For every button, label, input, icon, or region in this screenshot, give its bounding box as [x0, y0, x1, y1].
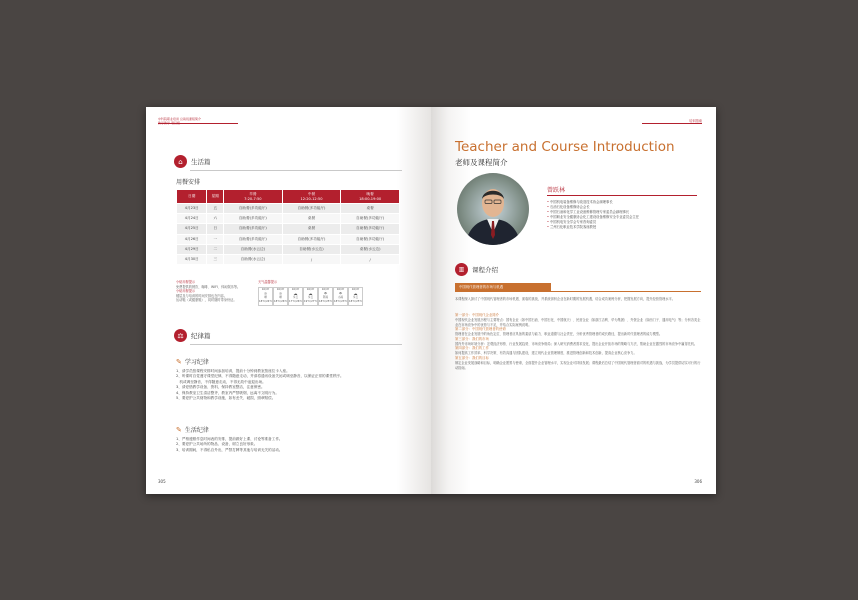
table-cell: 一: [207, 234, 224, 244]
list-item: 3、培训期间，不得私自外出，严禁打牌等其他与培训无关的活动。: [176, 447, 283, 452]
table-cell: 4月26日: [177, 234, 207, 244]
right-folio: 306: [694, 479, 702, 484]
table-row: [177, 254, 400, 264]
left-folio: 305: [158, 479, 166, 484]
brochure-spread: [146, 107, 716, 494]
teacher-name: 曾跃林: [547, 187, 566, 194]
note-head-2: 小贴用餐提示: [176, 289, 196, 294]
course-part-heading: 第二部分：中国现代管理者的使命: [455, 327, 506, 332]
section-discipline-rule: [190, 344, 402, 345]
weather-cond: 晴: [279, 295, 282, 299]
section-course-label: 课程介绍: [472, 266, 498, 274]
table-cell: 自助餐(多功能厅): [341, 214, 400, 224]
course-banner-rule: [455, 291, 701, 292]
table-cell: 桌餐(水云边): [341, 244, 400, 254]
weather-date: 16/4Y: [336, 287, 345, 291]
table-row: [177, 234, 400, 244]
table-cell: 五: [207, 204, 224, 214]
course-parts: [455, 313, 701, 370]
course-part-heading: 第一部分：中国现代企业简介: [455, 313, 500, 317]
course-part-body: 国内外市场环境分析：宏观经济形势、行业发展趋势、市场竞争格局；深入研究消费者需求变化，提出企业开拓市场的策略与方法，帮助企业在激烈的市场竞争中赢得先机。: [455, 341, 698, 346]
note-head-1: 小贴用餐提示: [176, 280, 196, 284]
course-part-body: 中国现代企业发展历程与主要特点：国有企业（如中国石油、中国石化、中国航天）、民营企业（如浙江吉利、华为集团）、外资企业（如西门子、通用电气）等；分析各类企业在市场竞争中的优势与不足，并结合实际案例说明。: [455, 318, 701, 327]
life-rules-icon: ✎: [176, 425, 182, 434]
weather-title: 天气温馨提示: [258, 280, 278, 284]
table-cell: 4月29日: [177, 244, 207, 254]
weather-cond: 小雨: [337, 295, 344, 299]
course-part-heading: 第三部分：我们的市场: [455, 336, 489, 341]
table-cell: 二: [207, 244, 224, 254]
weather-day: [288, 287, 303, 306]
section-life-label: 生活篇: [191, 158, 211, 166]
table-cell: 自助餐(多功能厅): [224, 234, 283, 244]
list-item: 2、听课时自觉遵守课堂纪律，不得随意走动，并请将通讯设备关闭或调至静音，以保证正常的课堂秩序。: [176, 374, 344, 379]
list-item: 4、保持教室卫生清洁整齐，教室内严禁吸烟，远离不文明行为。: [176, 390, 279, 395]
section-life: [174, 155, 211, 168]
list-item: 1、严格遵照作息时间表的安排，提前做好上课、讨论等准备工作。: [176, 437, 283, 441]
bio-item: • 中国机电安全学会专家咨询委员: [547, 220, 639, 225]
note-body-2: 楼层及与培训的时间安排也在内容。 运动鞋（或健康鞋），同时随时带身份证。: [176, 293, 237, 303]
weather-cond: 阵雨: [322, 295, 329, 299]
right-page: [431, 107, 716, 494]
table-cell: 桌餐: [282, 224, 341, 234]
weather-icon: ☁: [293, 290, 298, 296]
bio-item: • 中国机电装备维修与改造技术协会副理事长: [547, 200, 639, 205]
course-banner: 中国现代管理者的市场与机遇: [455, 283, 551, 291]
meal-col-header: 晚餐 18:00-19:00: [341, 190, 400, 204]
life-rules: [176, 437, 386, 453]
table-cell: 自助餐(多功能厅): [341, 224, 400, 234]
table-cell: 自助餐(多功能厅): [224, 214, 283, 224]
table-cell: 桌餐: [341, 204, 400, 214]
left-header: 中科院职业培训 总裁班课程简介: [158, 117, 201, 121]
weather-temp: 17℃/26℃: [289, 299, 303, 303]
study-icon: ✎: [176, 357, 182, 366]
course-part-heading: 第四部分：我们的工作: [455, 346, 489, 351]
books-icon: ▥: [455, 263, 468, 276]
meal-title: 用餐安排: [176, 179, 201, 186]
table-cell: 自助餐(多功能厅): [341, 234, 400, 244]
course-intro: [455, 297, 701, 302]
weather-icon: ☂: [338, 290, 343, 296]
weather-day: [348, 287, 363, 306]
table-row: [177, 204, 400, 214]
table-cell: 六: [207, 214, 224, 224]
meal-col-header: 中餐 12:20-12:50: [282, 190, 341, 204]
table-cell: 桌餐: [282, 214, 341, 224]
right-header: 培训指南: [689, 119, 702, 123]
weather-day: [333, 287, 348, 306]
weather-cond: 多云: [292, 295, 299, 299]
course-part-body: 制定企业发展战略和目标，明确企业愿景与使命，全面提升企业管理水平，实现企业可持续发展；课程最后总结了中国现代管理者面对的机遇与挑战，为学员提供切实可行的行动指南。: [455, 360, 701, 370]
table-cell: 自助餐(水云边): [282, 244, 341, 254]
section-course: [455, 263, 498, 276]
meal-col-header: 早餐 7:20-7:50: [224, 190, 283, 204]
study-title: [176, 357, 209, 366]
table-cell: 日: [207, 224, 224, 234]
left-page: [146, 107, 431, 494]
scale-icon: ⚖: [174, 329, 187, 342]
weather-cond: 多云: [352, 295, 359, 299]
weather-temp: 18℃/25℃: [319, 299, 333, 303]
weather-day: [258, 287, 273, 306]
life-rules-title-text: 生活纪律: [184, 427, 209, 434]
weather-day: [273, 287, 288, 306]
weather-cond: 晴: [264, 295, 267, 299]
weather-date: 16/4Y: [321, 287, 330, 291]
study-rules: [176, 369, 386, 401]
life-rules-title: [176, 425, 209, 434]
chinese-title: 老师及课程简介: [455, 158, 508, 167]
weather-temp: 18℃/25℃: [349, 299, 363, 303]
teacher-portrait: [457, 173, 529, 245]
weather-date: 16/4Y: [261, 287, 270, 291]
course-intro-text: 本课程深入探讨了中国现代管理者的市场机遇、面临的挑战，并系统剖析企业在新时期的发展机遇，结合成功案例分析，把握发展方向，提升经营管理水平。: [455, 297, 675, 301]
weather-icon: ☼: [263, 290, 268, 296]
weather-date: 16/4Y: [291, 287, 300, 291]
course-part-body: 如何提高工作效率、科学决策、有效沟通与团队建设，建立现代企业管理制度，推进管理创新和技术创新，提高企业核心竞争力。: [455, 351, 637, 356]
weather-cond: 多云: [307, 295, 314, 299]
bio-item: • 中国职业安全健康协会化工建设设备维修安全专业委员会主任: [547, 215, 639, 220]
bio-item: • 中国石油和化学工业设备维修管理专家委员会副理事长: [547, 210, 639, 215]
weather-day: [303, 287, 318, 306]
note-body-1: 免费提供的餐饮、咖啡、WIFI、休闲娱乐等。: [176, 284, 241, 289]
teacher-name-rule: [547, 195, 697, 196]
table-cell: /: [341, 254, 400, 264]
list-item: 5、要爱护公共财物和教学设施，如有丢失、破损，照章赔偿。: [176, 396, 276, 401]
right-header-rule: [642, 123, 702, 124]
weather-icon: ☂: [323, 290, 328, 296]
section-discipline-label: 纪律篇: [191, 332, 211, 340]
left-header-rule: [158, 123, 238, 124]
section-life-rule: [190, 170, 402, 171]
english-title: Teacher and Course Introduction: [455, 139, 675, 155]
list-item: 1、请学员按课程安排时间参加培训，提前十分钟到教室按座位卡入座。: [176, 369, 290, 373]
table-cell: 自助餐(多功能厅): [282, 234, 341, 244]
table-cell: 4月24日: [177, 214, 207, 224]
meal-table: [176, 189, 400, 265]
weather-row: [258, 287, 363, 306]
meal-col-header: 星期: [207, 190, 224, 204]
weather-temp: 18℃/23℃: [334, 299, 348, 303]
list-item: 机或调至静音，不得随意走动，不得无故中途退出场。: [176, 379, 266, 384]
table-cell: 4月25日: [177, 224, 207, 234]
list-item: 3、请爱惜教学设备、资料，保持教室整洁，注意保密。: [176, 385, 265, 390]
weather-icon: ☁: [353, 290, 358, 296]
weather-block: [258, 280, 363, 306]
table-cell: 自助餐(多功能厅): [282, 204, 341, 214]
bio-item: • 兰州石化职业技术学院客座教授: [547, 225, 639, 230]
table-cell: 自助餐(水云边): [224, 254, 283, 264]
weather-date: 16/4Y: [306, 287, 315, 291]
table-cell: 4月30日: [177, 254, 207, 264]
table-cell: 自助餐(多功能厅): [224, 224, 283, 234]
table-cell: 4月23日: [177, 204, 207, 214]
list-item: 2、要爱护公共场所的物品、设备，树立良好形象。: [176, 442, 258, 447]
section-discipline: [174, 329, 211, 342]
study-title-text: 学习纪律: [184, 359, 209, 366]
course-part-heading: 第五部分：我们的目标: [455, 355, 489, 360]
weather-icon: ☁: [308, 290, 313, 296]
weather-date: 16/4Y: [351, 287, 360, 291]
weather-icon: ☼: [278, 290, 283, 296]
weather-temp: 18℃/26℃: [274, 299, 288, 303]
bio-item: • 石油石化设备维修协会会长: [547, 205, 639, 210]
table-cell: /: [282, 254, 341, 264]
course-part-body: 管理者在企业发展中的角色定位、管理者应具备的素质与能力、职业道德与社会责任，分析优秀管理者的成长路径，提出新时代管理者的能力模型。: [455, 332, 663, 337]
table-row: [177, 214, 400, 224]
home-icon: ⌂: [174, 155, 187, 168]
weather-temp: 18℃/24℃: [259, 299, 273, 303]
portrait-figure: [457, 173, 529, 245]
meal-col-header: 日期: [177, 190, 207, 204]
table-cell: 自助餐(水云边): [224, 244, 283, 254]
table-cell: 自助餐(多功能厅): [224, 204, 283, 214]
weather-date: 16/4Y: [276, 287, 285, 291]
table-row: [177, 244, 400, 254]
teacher-bio: [547, 200, 639, 231]
table-cell: 三: [207, 254, 224, 264]
weather-temp: 19℃/27℃: [304, 299, 318, 303]
weather-day: [318, 287, 333, 306]
table-row: [177, 224, 400, 234]
